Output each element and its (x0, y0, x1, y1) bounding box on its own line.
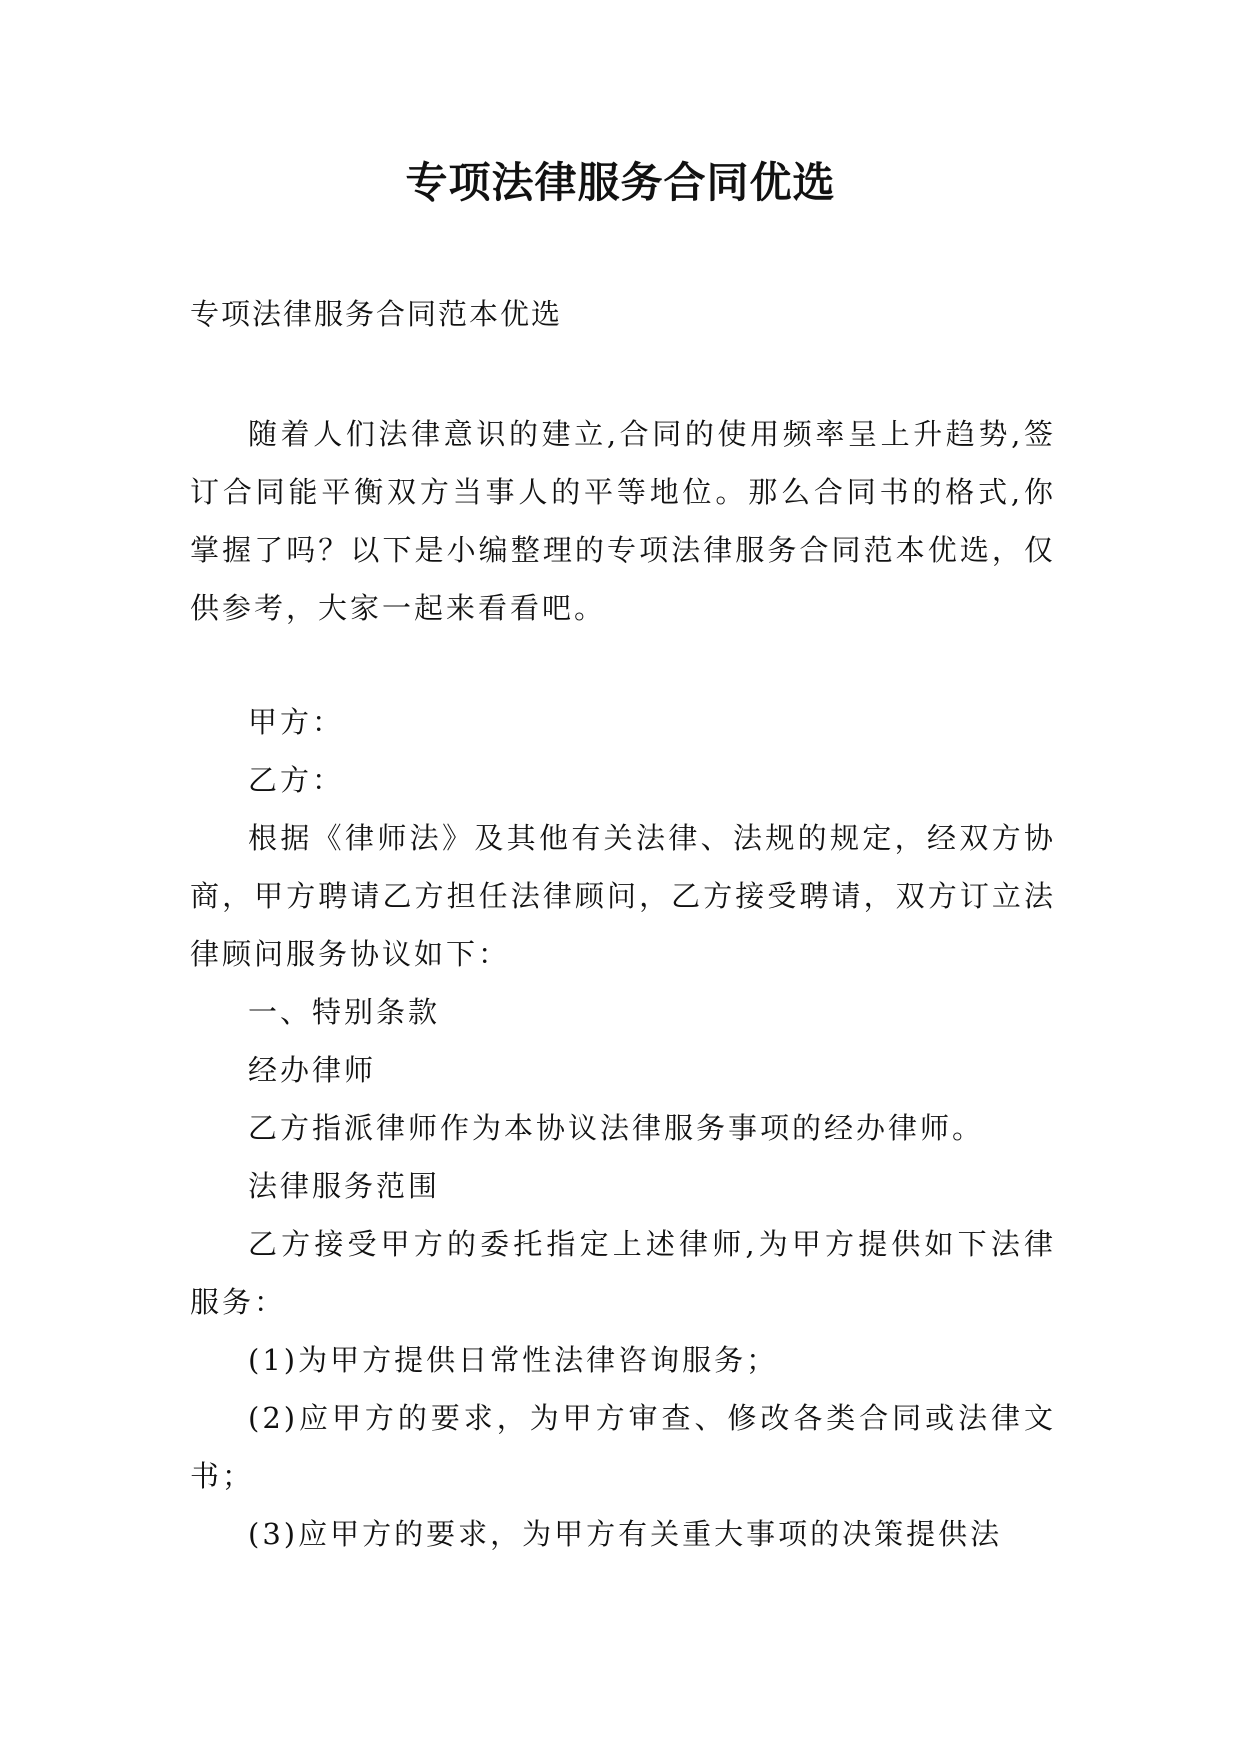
document-subtitle: 专项法律服务合同范本优选 (190, 297, 563, 331)
lawyer-assignment-paragraph: 乙方指派律师作为本协议法律服务事项的经办律师。 (248, 1111, 985, 1145)
intro-section (190, 405, 1056, 637)
service-scope-paragraph: 乙方接受甲方的委托指定上述律师,为甲方提供如下法律服务： (190, 1227, 1056, 1319)
service-scope-heading: 法律服务范围 (248, 1169, 441, 1203)
intro-paragraph: 随着人们法律意识的建立,合同的使用频率呈上升趋势,签订合同能平衡双方当事人的平等地位。那么合同书的格式,你掌握了吗？以下是小编整理的专项法律服务合同范本优选，仅供参考，大家一起来看看吧。 (190, 417, 1056, 625)
party-b-line: 乙方： (248, 763, 345, 797)
lawyer-heading: 经办律师 (248, 1053, 377, 1087)
special-terms-heading: 一、特别条款 (248, 995, 441, 1029)
service-item-1: (1)为甲方提供日常性法律咨询服务； (248, 1343, 779, 1377)
party-a-line: 甲方： (248, 705, 345, 739)
agreement-basis-paragraph: 根据《律师法》及其他有关法律、法规的规定，经双方协商，甲方聘请乙方担任法律顾问，乙方接受聘请，双方订立法律顾问服务协议如下： (190, 821, 1056, 971)
document-title: 专项法律服务合同优选 (405, 158, 836, 207)
contract-body (190, 693, 1056, 1563)
service-item-2: (2)应甲方的要求，为甲方审查、修改各类合同或法律文书； (190, 1401, 1056, 1493)
service-item-3: (3)应甲方的要求，为甲方有关重大事项的决策提供法 (248, 1517, 1003, 1551)
